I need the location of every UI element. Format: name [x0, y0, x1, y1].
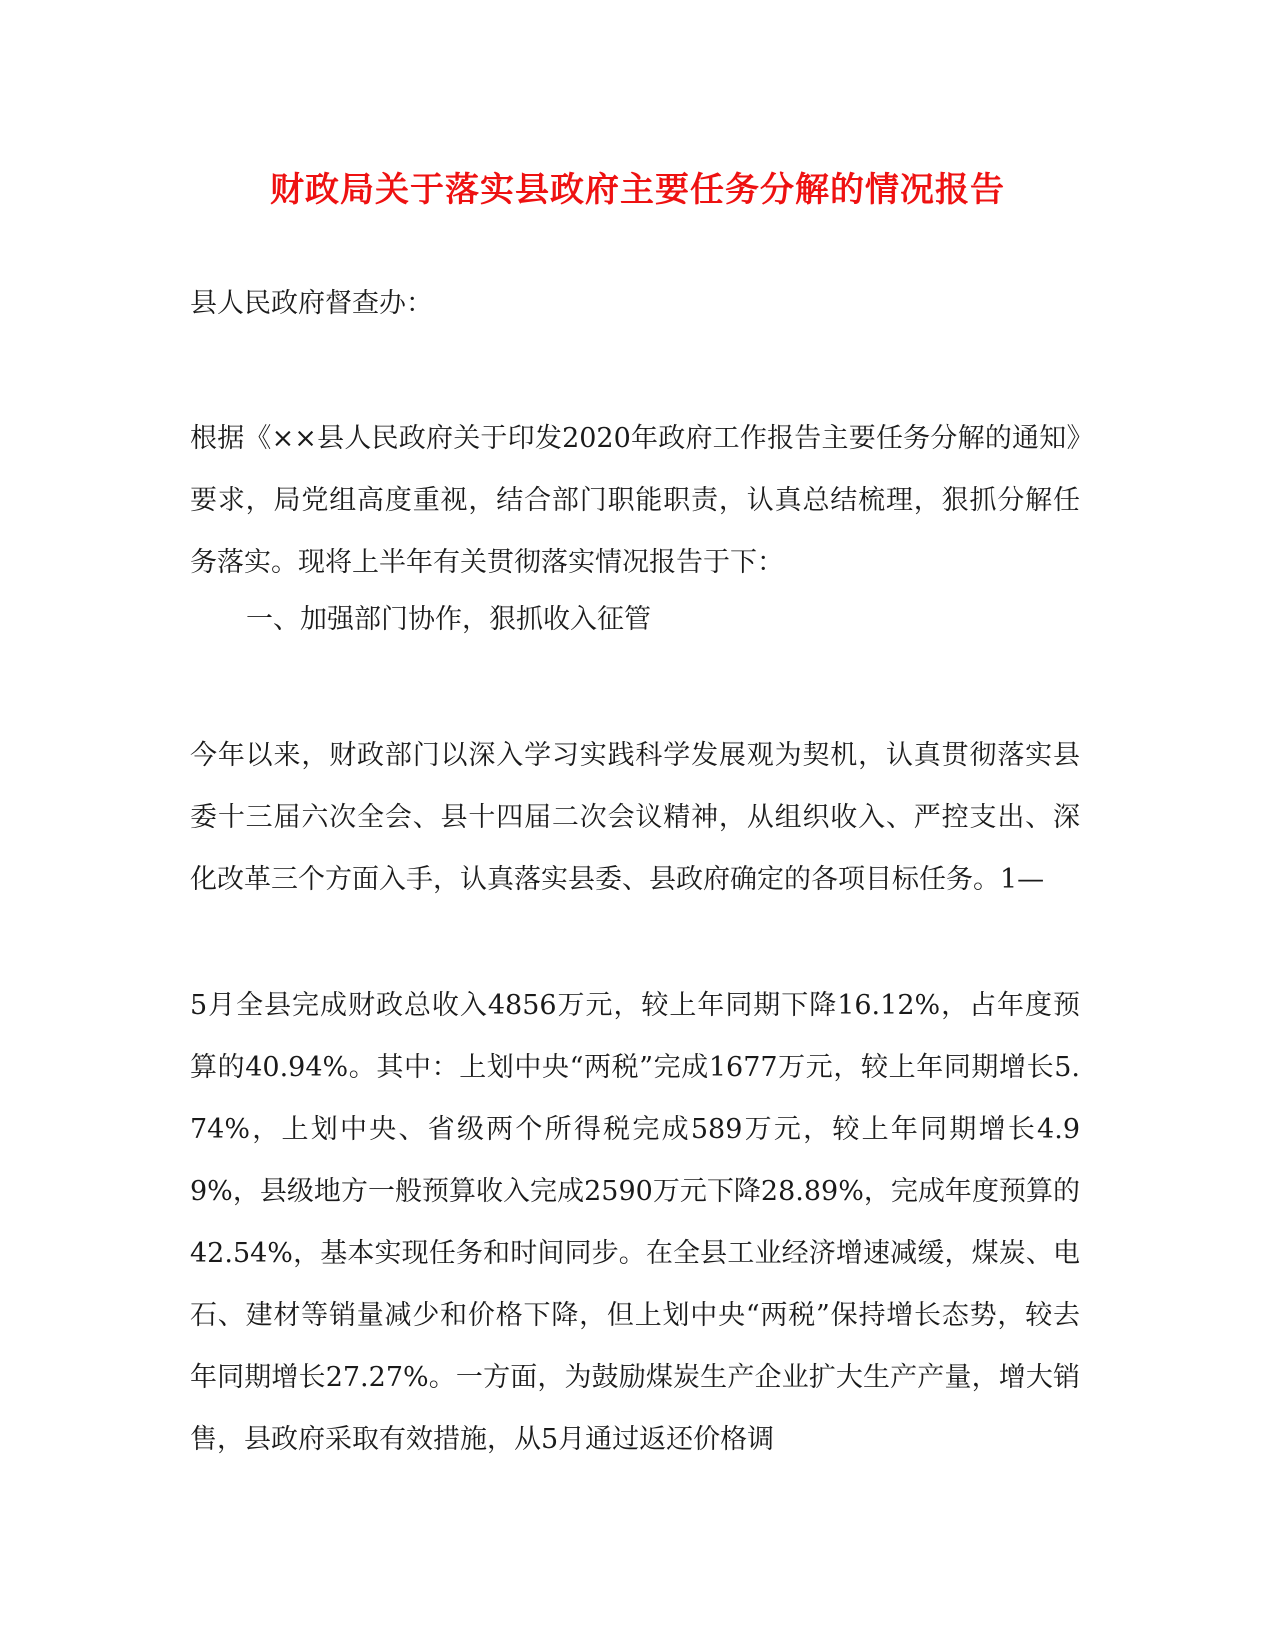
body-paragraph-2: 5月全县完成财政总收入4856万元，较上年同期下降16.12%，占年度预算的40.94%。其中：上划中央“两税”完成1677万元，较上年同期增长5.74%，上划中央、省级两个所得税完成589万元，较上年同期增长4.99%，县级地方一般预算收入完成2590万元下降28.89%，完成年度预算的42.54%，基本实现任务和时间同步。在全县工业经济增速减缓，煤炭、电石、建材等销量减少和价格下降，但上划中央“两税”保持增长态势，较去年同期增长27.27%。一方面，为鼓励煤炭生产企业扩大生产产量，增大销售，县政府采取有效措施，从5月通过返还价格调 — [190, 990, 1080, 1455]
section-heading-1: 一、加强部门协作，狠抓收入征管 — [246, 604, 651, 635]
document-title: 财政局关于落实县政府主要任务分解的情况报告 — [270, 170, 1005, 210]
salutation: 县人民政府督查办： — [190, 288, 433, 319]
intro-paragraph: 根据《××县人民政府关于印发2020年政府工作报告主要任务分解的通知》要求，局党组高度重视，结合部门职能职责，认真总结梳理，狠抓分解任务落实。现将上半年有关贯彻落实情况报告于下： — [190, 423, 1080, 578]
body-paragraph-1: 今年以来，财政部门以深入学习实践科学发展观为契机，认真贯彻落实县委十三届六次全会、县十四届二次会议精神，从组织收入、严控支出、深化改革三个方面入手，认真落实县委、县政府确定的各项目标任务。1— — [190, 740, 1080, 895]
